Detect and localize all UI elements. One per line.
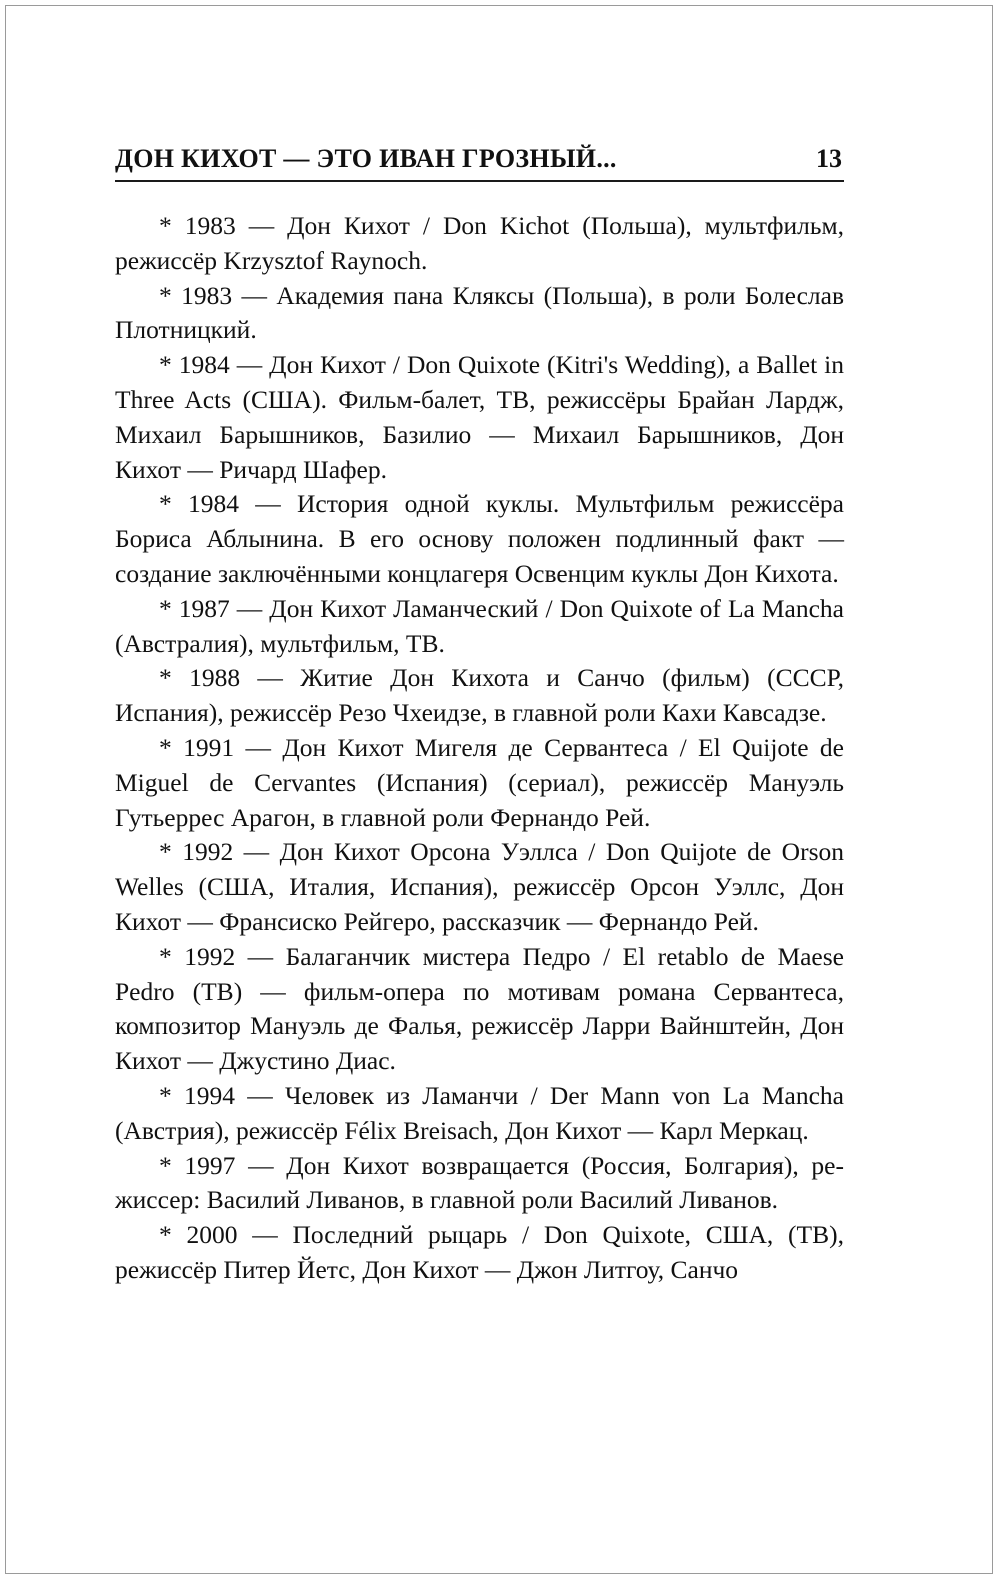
filmography-entry-1991-cervantes: * 1991 — Дон Кихот Мигеля де Сервантеса / El Quijote de Miguel de Cervantes (Испания) (сериал), режиссёр Мануэль Гутьеррес Арагон, в главной роли Фернандо Рей. — [115, 732, 844, 832]
running-header — [115, 138, 844, 182]
page-number: 13 — [816, 144, 842, 173]
filmography-entry-1987-lamanchesky: * 1987 — Дон Кихот Ламанческий / Don Quixote of La Mancha (Австралия), мультфильм, ТВ. — [115, 593, 844, 658]
filmography-entry-1994-der-mann: * 1994 — Человек из Ламанчи / Der Mann von La Mancha (Австрия), режиссёр Félix Breisach, Дон Кихот — Карл Меркац. — [115, 1080, 844, 1145]
filmography-list — [115, 209, 844, 1288]
filmography-entry-1992-balaganchik: * 1992 — Балаганчик мистера Педро / El retablo de Maese Pedro (ТВ) — фильм-опера по мотивам романа Сервантеса, композитор Мануэль де Фалья, режиссёр Ларри Вайнштейн, Дон Кихот — Джустино Диас. — [115, 941, 844, 1076]
filmography-entry-1984-istoriya: * 1984 — История одной куклы. Мультфильм режиссёра Бориса Аблынина. В его основу положен подлинный факт — создание заключёнными концлагеря Освенцим куклы Дон Кихота. — [115, 489, 844, 588]
filmography-entry-1984-ballet: * 1984 — Дон Кихот / Don Quixote (Kitri's Wedding), a Ballet in Three Acts (США). Фильм-балет, ТВ, режиссёры Брайан Лардж, Михаил Барышников, Базилио — Михаил Барышников, Дон Кихот — Ричард Шафер. — [115, 350, 844, 484]
filmography-entry-1983-akademiya: * 1983 — Академия пана Кляксы (Польша), в роли Болеслав Плотницкий. — [115, 280, 844, 345]
filmography-entry-2000-posledny-rytsar: * 2000 — Последний рыцарь / Don Quixote, США, (ТВ), режиссёр Питер Йетс, Дон Кихот — Джон Литгоу, Санчо — [115, 1220, 844, 1284]
filmography-entry-1983-don-kichot: * 1983 — Дон Кихот / Don Kichot (Польша), мультфильм, режиссёр Krzysztof Raynoch. — [115, 211, 844, 275]
running-title: ДОН КИХОТ — ЭТО ИВАН ГРОЗНЫЙ... — [115, 144, 617, 173]
filmography-entry-1997-vozvraschaetsya: * 1997 — Дон Кихот возвращается (Россия, Болгария), режиссер: Василий Ливанов, в главной роли Василий Ливанов. — [115, 1150, 844, 1215]
filmography-entry-1992-welles: * 1992 — Дон Кихот Орсона Уэллса / Don Quijote de Orson Welles (США, Италия, Испания), режиссёр Орсон Уэллс, Дон Кихот — Франсиско Рейгеро, рассказчик — Фернандо Рей. — [115, 837, 844, 936]
filmography-entry-1988-zhitie: * 1988 — Житие Дон Кихота и Санчо (фильм) (СССР, Испания), режиссёр Резо Чхеидзе, в главной роли Кахи Кавсадзе. — [115, 663, 844, 728]
